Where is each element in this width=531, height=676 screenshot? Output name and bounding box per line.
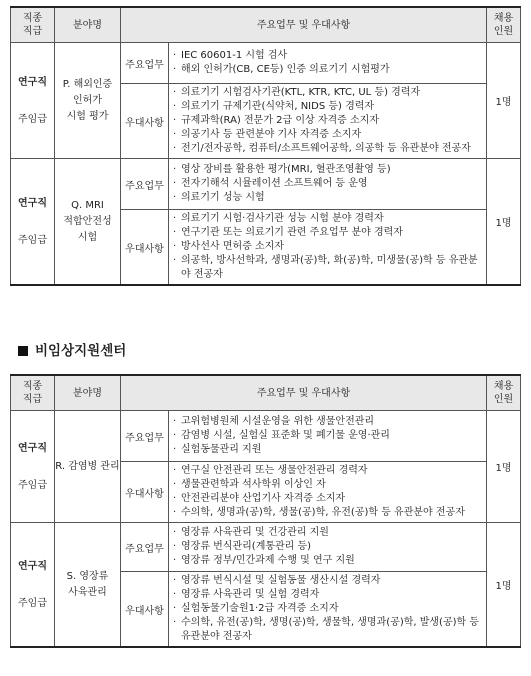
header-count: 채용 인원 [487,7,521,43]
preferences [169,84,487,159]
header-rank: 직종 직급 [11,7,55,43]
header-field: 분야명 [55,7,121,43]
list-item: · IEC 60601-1 시험 검사 [173,49,482,63]
field-name: S. 영장류 사육관리 [55,523,121,648]
list-item: · 방사선사 면허증 소지자 [173,240,482,254]
table-header-row [11,7,521,43]
list-item: · 감염병 시설, 실험실 표준화 및 폐기물 운영·관리 [173,429,482,443]
rank-cell [11,159,55,286]
table-row [11,411,521,462]
preferences [169,572,487,648]
hire-count: 1명 [487,523,521,648]
main-duties-label: 주요업무 [121,411,169,462]
table-row [11,43,521,84]
list-item: · 고위험병원체 시설운영을 위한 생물안전관리 [173,415,482,429]
rank-cell [11,523,55,648]
preferences [169,210,487,286]
hire-count: 1명 [487,43,521,159]
header-duties: 주요업무 및 우대사항 [121,7,487,43]
list-item: · 연구실 안전관리 또는 생물안전관리 경력자 [173,464,482,478]
field-name: Q. MRI 적합안전성 시험 [55,159,121,286]
preferences-label: 우대사항 [121,210,169,286]
list-item: · 영장류 번식관리(계통관리 등) [173,540,482,554]
list-item: · 안전관리분야 산업기사 자격증 소지자 [173,492,482,506]
rank-level: 주임급 [18,597,47,609]
rank-type: 연구직 [18,197,47,209]
table-row [11,159,521,210]
square-bullet-icon [18,346,28,356]
main-duties-label: 주요업무 [121,159,169,210]
preferences [169,462,487,523]
rank-cell [11,411,55,523]
list-item: · 수의학, 유전(공)학, 생명(공)학, 생물학, 생명과(공)학, 발생(공)학 등 유관분야 전공자 [173,616,482,644]
recruitment-table-1 [10,6,521,286]
list-item: · 의료기기 성능 시험 [173,191,482,205]
list-item: · 해외 인허가(CB, CE등) 인증 의료기기 시험평가 [173,63,482,77]
preferences-label: 우대사항 [121,572,169,648]
list-item: · 전기/전자공학, 컴퓨터/소프트웨어공학, 의공학 등 유관분야 전공자 [173,142,482,156]
preferences-label: 우대사항 [121,84,169,159]
header-count: 채용 인원 [487,375,521,411]
main-duties [169,523,487,572]
header-duties: 주요업무 및 우대사항 [121,375,487,411]
table-row [11,523,521,572]
rank-level: 주임급 [18,113,47,125]
list-item: · 영상 장비를 활용한 평가(MRI, 혈관조영촬영 등) [173,163,482,177]
rank-cell [11,43,55,159]
list-item: · 실험동물기술원1·2급 자격증 소지자 [173,602,482,616]
hire-count: 1명 [487,411,521,523]
main-duties-label: 주요업무 [121,523,169,572]
list-item: · 수의학, 생명과(공)학, 생물(공)학, 유전(공)학 등 유관분야 전공자 [173,506,482,520]
rank-type: 연구직 [18,442,47,454]
hire-count: 1명 [487,159,521,286]
recruitment-table-2 [10,374,521,648]
rank-level: 주임급 [18,479,47,491]
list-item: · 영장류 정부/민간과제 수행 및 연구 지원 [173,554,482,568]
header-rank: 직종 직급 [11,375,55,411]
main-duties [169,411,487,462]
list-item: · 영장류 사육관리 및 건강관리 지원 [173,526,482,540]
preferences-label: 우대사항 [121,462,169,523]
list-item: · 전자기해석 시뮬레이션 소프트웨어 등 운영 [173,177,482,191]
list-item: · 영장류 사육관리 및 실험 경력자 [173,588,482,602]
main-duties [169,159,487,210]
list-item: · 영장류 번식시설 및 실험동물 생산시설 경력자 [173,574,482,588]
rank-type: 연구직 [18,560,47,572]
list-item: · 의료기기 시험·검사기관 성능 시험 분야 경력자 [173,212,482,226]
rank-level: 주임급 [18,234,47,246]
list-item: · 의공학, 방사선학과, 생명과(공)학, 화(공)학, 미생물(공)학 등 유관분야 전공자 [173,254,482,282]
list-item: · 실험동물관리 지원 [173,443,482,457]
field-name: R. 감염병 관리 [55,411,121,523]
field-name: P. 해외인증 인허가 시험 평가 [55,43,121,159]
list-item: · 연구기관 또는 의료기기 관련 주요업무 분야 경력자 [173,226,482,240]
list-item: · 의료기기 시험검사기관(KTL, KTR, KTC, UL 등) 경력자 [173,86,482,100]
main-duties [169,43,487,84]
list-item: · 의료기기 규제기관(식약처, NIDS 등) 경력자 [173,100,482,114]
rank-type: 연구직 [18,76,47,88]
table-header-row [11,375,521,411]
list-item: · 의공기사 등 관련분야 기사 자격증 소지자 [173,128,482,142]
section-title: 비임상지원센터 [18,339,126,359]
list-item: · 규제과학(RA) 전문가 2급 이상 자격증 소지자 [173,114,482,128]
list-item: · 생물관련학과 석사학위 이상인 자 [173,478,482,492]
header-field: 분야명 [55,375,121,411]
main-duties-label: 주요업무 [121,43,169,84]
